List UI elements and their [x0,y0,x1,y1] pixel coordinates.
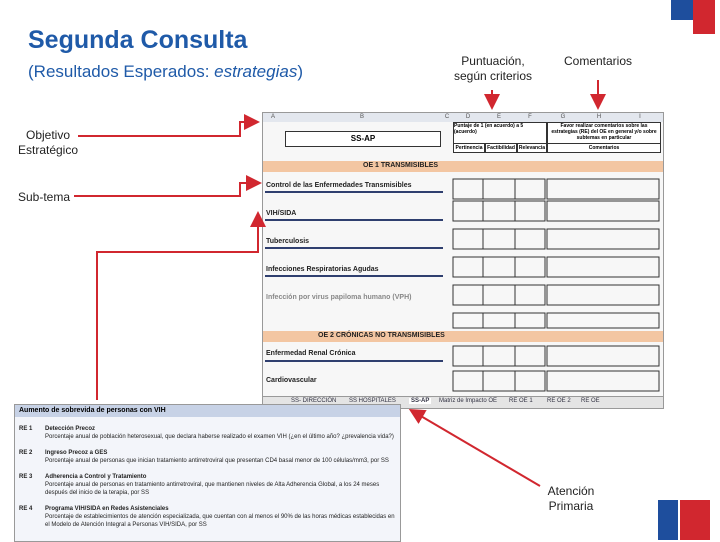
item-title: Ingreso Precoz a GES [45,450,108,456]
row-label-vih: VIH/SIDA [266,210,297,217]
section-oe1: OE 1 TRANSMISIBLES [363,162,439,169]
ss-ap-label: SS-AP [285,131,441,147]
item-code: RE 3 [19,474,33,480]
column-header-b: B [283,113,442,122]
score-col-factibilidad: Factibilidad [485,143,517,153]
arrow-atencion [414,412,540,486]
subtitle-prefix: (Resultados Esperados: [28,62,215,81]
sheet-tab-re-oe1[interactable]: RE OE 1 [509,398,533,404]
item-text: Porcentaje anual de personas que inician tratamiento antirretroviral que presentan CD4 basal menor de 100 células/mm3, por SS [45,458,389,464]
item-code: RE 2 [19,450,33,456]
sheet-tab-re-oe2[interactable]: RE OE 2 [547,398,571,404]
callout-atencion: Atención Primaria [547,484,595,513]
sheet-tab-re-oe[interactable]: RE OE [581,398,600,404]
item-title: Detección Precoz [45,426,96,432]
item-code: RE 1 [19,426,33,432]
row-label-cardiovascular: Cardiovascular [266,377,317,384]
arrow-subtema-to-panel [97,217,258,400]
column-header-d: D [453,113,484,122]
score-col-relevancia: Relevancia [518,145,546,151]
subtitle-italic: estrategias [214,62,298,81]
item-title: Adherencia a Control y Tratamiento [45,474,147,480]
row-label-renal: Enfermedad Renal Crónica [266,350,356,357]
comment-header: Favor realizar comentarios sobre las estrategias (RE) del OE en general y/o sobre subtemas en particular [547,122,661,144]
sheet-tab-ss-ap[interactable]: SS-AP [411,398,430,404]
column-header-h: H [581,113,618,122]
column-header-g: G [545,113,582,122]
page-title: Segunda Consulta [28,26,248,54]
callout-subtema: Sub-tema [17,190,71,204]
panel-heading: Aumento de sobrevida de personas con VIH [15,405,400,417]
score-header: Puntaje de 1 (en acuerdo) a 5 (acuerdo) [453,122,547,144]
item-code: RE 4 [19,506,33,512]
sheet-tab-matriz[interactable]: Matriz de Impacto OE [439,398,498,404]
column-header-a: A [263,113,284,122]
item-text: Porcentaje anual de personas en tratamiento antirretroviral, que mantienen niveles de Alta Adherencia Global, a los 24 meses después del inicio de la terapia, por SS [45,482,380,496]
comment-col: Comentarios [547,143,661,153]
score-col-pertinencia: Pertinencia [453,143,485,153]
section-oe2: OE 2 CRÓNICAS NO TRANSMISIBLES [318,332,445,339]
arrow-subtema [74,183,256,196]
row-label-control: Control de las Enfermedades Transmisibles [266,182,412,189]
column-header-c: C [441,113,454,122]
callout-puntuacion: Puntuación, según criterios [453,54,533,83]
row-label-tuberculosis: Tuberculosis [266,238,310,245]
column-header-e: E [483,113,516,122]
item-text: Porcentaje anual de población heterosexual, que declara haberse realizado el examen VIH (¿en el último año? ¿prevalencia vida?) [45,434,394,440]
arrow-objetivo [78,122,254,136]
sheet-tab-hospitales[interactable]: SS HOSPITALES [349,398,396,404]
subtitle-suffix: ) [297,62,303,81]
callout-comentarios: Comentarios [563,54,633,68]
column-header-i: I [617,113,664,122]
callout-objetivo: Objetivo Estratégico [17,128,79,157]
column-header-f: F [515,113,546,122]
row-label-vph: Infección por virus papiloma humano (VPH) [266,294,412,301]
item-title: Programa VIH/SIDA en Redes Asistenciales [45,506,169,512]
item-text: Porcentaje de establecimientos de atención especializada, que cuentan con al menos el 90% de las horas médicas establecidas en el Modelo de Atención Integral a Personas VIH/SIDA, por SS [45,514,395,528]
row-label-ira: Infecciones Respiratorias Agudas [266,266,379,273]
sheet-tab-direccion[interactable]: SS- DIRECCIÓN [291,398,337,404]
